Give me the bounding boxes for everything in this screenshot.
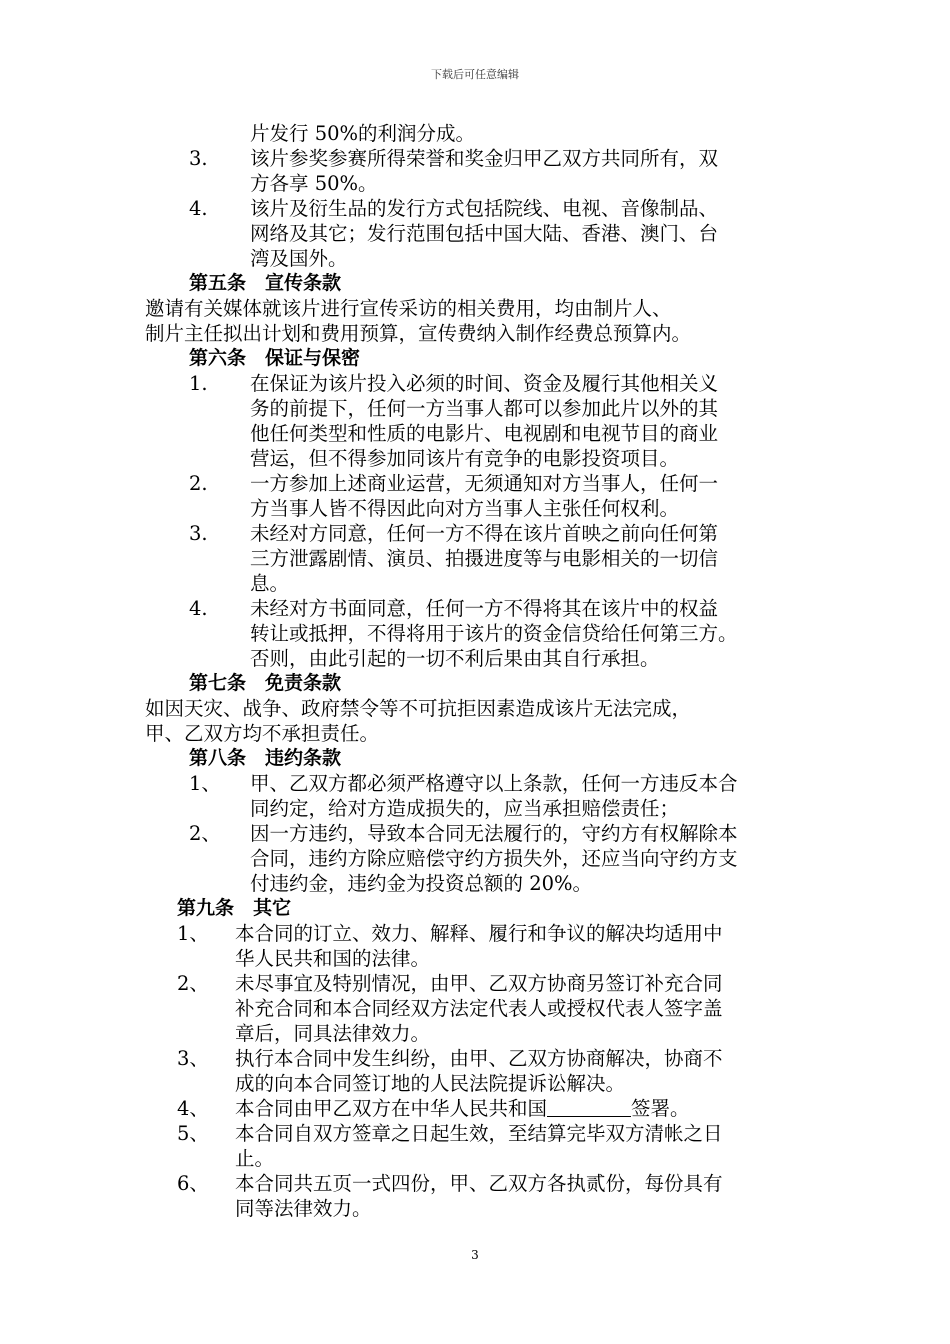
list-number: 2、 (177, 972, 209, 995)
text-line (0, 571, 950, 596)
text-line (0, 1146, 950, 1171)
text-line (0, 271, 950, 296)
text-line (0, 721, 950, 746)
list-item-text: 在保证为该片投入必须的时间、资金及履行其他相关义 (250, 372, 719, 395)
list-item-text: 务的前提下，任何一方当事人都可以参加此片以外的其 (250, 397, 719, 420)
list-item-text: 本合同自双方签章之日起生效，至结算完毕双方清帐之日 (235, 1122, 723, 1145)
text-line (0, 221, 950, 246)
list-item-text: 片发行 50%的利润分成。 (250, 122, 476, 145)
list-number: 5、 (177, 1122, 209, 1145)
list-item-text: 否则，由此引起的一切不利后果由其自行承担。 (250, 647, 660, 670)
list-number: 4. (189, 197, 208, 220)
list-item-text: 同等法律效力。 (235, 1197, 372, 1220)
text-line (0, 996, 950, 1021)
text-line (0, 321, 950, 346)
list-item-text: 一方参加上述商业运营，无须通知对方当事人，任何一 (250, 472, 719, 495)
list-number: 2、 (189, 822, 221, 845)
page-header: 下载后可任意编辑 (431, 68, 519, 81)
list-item-text: 该片参奖参赛所得荣誉和奖金归甲乙双方共同所有，双 (250, 147, 719, 170)
list-item-text: 章后，同具法律效力。 (235, 1022, 431, 1045)
text-line (0, 396, 950, 421)
text-line (0, 496, 950, 521)
text-line (0, 971, 950, 996)
text-line (0, 196, 950, 221)
text-line (0, 596, 950, 621)
list-item-text: 甲、乙双方都必须严格遵守以上条款，任何一方违反本合 (250, 772, 738, 795)
list-item-text: 方各享 50%。 (250, 172, 378, 195)
text-line (0, 471, 950, 496)
text-line (0, 871, 950, 896)
text-line (0, 696, 950, 721)
list-item-text: 因一方违约，导致本合同无法履行的，守约方有权解除本 (250, 822, 738, 845)
text-line (0, 1171, 950, 1196)
list-number: 2. (189, 472, 208, 495)
paragraph-line: 制片主任拟出计划和费用预算，宣传费纳入制作经费总预算内。 (145, 322, 692, 345)
section-heading: 第八条 违约条款 (189, 747, 342, 769)
section-heading: 第六条 保证与保密 (189, 347, 361, 369)
list-item-text: 合同，违约方除应赔偿守约方损失外，还应当向守约方支 (250, 847, 738, 870)
list-item-text: 网络及其它；发行范围包括中国大陆、香港、澳门、台 (250, 222, 719, 245)
text-line (0, 646, 950, 671)
list-item-text: 执行本合同中发生纠纷，由甲、乙双方协商解决，协商不 (235, 1047, 723, 1070)
list-item-text: 营运，但不得参加同该片有竞争的电影投资项目。 (250, 447, 680, 470)
list-item-text: 该片及衍生品的发行方式包括院线、电视、音像制品、 (250, 197, 719, 220)
text-line (0, 1046, 950, 1071)
paragraph-line: 如因天灾、战争、政府禁令等不可抗拒因素造成该片无法完成， (145, 697, 692, 720)
text-line (0, 171, 950, 196)
list-item-text: 未尽事宜及特别情况，由甲、乙双方协商另签订补充合同 (235, 972, 723, 995)
list-item-text: 付违约金，违约金为投资总额的 20%。 (250, 872, 593, 895)
list-number: 6、 (177, 1172, 209, 1195)
text-line (0, 146, 950, 171)
text-line (0, 546, 950, 571)
list-item-text: 未经对方同意，任何一方不得在该片首映之前向任何第 (250, 522, 719, 545)
text-line (0, 1096, 950, 1121)
list-item-text: 成的向本合同签订地的人民法院提诉讼解决。 (235, 1072, 626, 1095)
list-number: 3. (189, 147, 208, 170)
list-number: 1、 (189, 772, 221, 795)
list-number: 1. (189, 372, 208, 395)
text-line (0, 1021, 950, 1046)
text-line (0, 371, 950, 396)
section-heading: 第七条 免责条款 (189, 672, 342, 694)
list-number: 3、 (177, 1047, 209, 1070)
text-line (0, 621, 950, 646)
text-line (0, 121, 950, 146)
list-item-text: 转让或抵押，不得将用于该片的资金信贷给任何第三方。 (250, 622, 738, 645)
list-item-text: 补充合同和本合同经双方法定代表人或授权代表人签字盖 (235, 997, 723, 1020)
text-line (0, 746, 950, 771)
text-line (0, 821, 950, 846)
text-line (0, 521, 950, 546)
text-line (0, 421, 950, 446)
text-line (0, 946, 950, 971)
text-line (0, 671, 950, 696)
text-line (0, 1196, 950, 1221)
list-item-text: 未经对方书面同意，任何一方不得将其在该片中的权益 (250, 597, 719, 620)
list-item-text-part: 签署。 (631, 1097, 690, 1120)
text-line (0, 1121, 950, 1146)
paragraph-line: 邀请有关媒体就该片进行宣传采访的相关费用，均由制片人、 (145, 297, 672, 320)
list-number: 4. (189, 597, 208, 620)
list-item-text: 本合同共五页一式四份，甲、乙双方各执贰份，每份具有 (235, 1172, 723, 1195)
section-heading: 第五条 宣传条款 (189, 272, 342, 294)
list-number: 1、 (177, 922, 209, 945)
text-line (0, 246, 950, 271)
text-line (0, 1071, 950, 1096)
blank-fill-line (547, 1096, 631, 1117)
list-item-text-part: 本合同由甲乙双方在中华人民共和国 (235, 1097, 548, 1120)
list-number: 3. (189, 522, 208, 545)
list-item-text: 止。 (235, 1147, 275, 1170)
list-item-text: 本合同的订立、效力、解释、履行和争议的解决均适用中 (235, 922, 723, 945)
contract-body (0, 121, 950, 1221)
text-line (0, 296, 950, 321)
list-item-text: 华人民共和国的法律。 (235, 947, 431, 970)
list-item-text: 三方泄露剧情、演员、拍摄进度等与电影相关的一切信 (250, 547, 719, 570)
text-line (0, 896, 950, 921)
list-item-text: 湾及国外。 (250, 247, 348, 270)
list-item-text: 息。 (250, 572, 290, 595)
list-item-text: 同约定，给对方造成损失的，应当承担赔偿责任； (250, 797, 680, 820)
page-number: 3 (471, 1248, 479, 1262)
text-line (0, 796, 950, 821)
text-line (0, 846, 950, 871)
paragraph-line: 甲、乙双方均不承担责任。 (145, 722, 380, 745)
text-line (0, 921, 950, 946)
list-item-text: 方当事人皆不得因此向对方当事人主张任何权利。 (250, 497, 680, 520)
list-item-text (235, 1096, 690, 1121)
list-number: 4、 (177, 1097, 209, 1120)
list-item-text: 他任何类型和性质的电影片、电视剧和电视节目的商业 (250, 422, 719, 445)
text-line (0, 771, 950, 796)
text-line (0, 446, 950, 471)
section-heading: 第九条 其它 (177, 897, 292, 919)
text-line (0, 346, 950, 371)
